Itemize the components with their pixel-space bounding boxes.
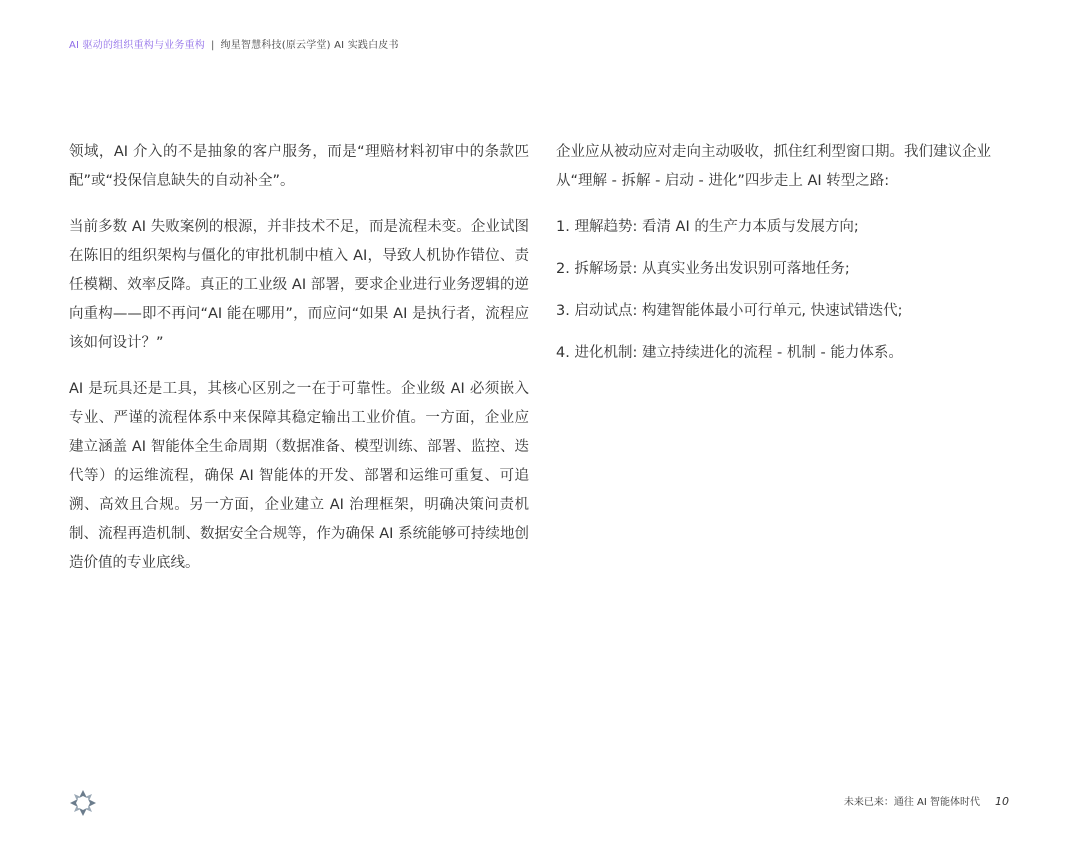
left-paragraph-2: 当前多数 AI 失败案例的根源，并非技术不足，而是流程未变。企业试图在陈旧的组织架构与僵化的审批机制中植入 AI，导致人机协作错位、责任模糊、效率反降。真正的工业级 AI 部署，要求企业进行业务逻辑的逆向重构——即不再问“AI 能在哪用”，而应问“如果 AI 是执行者，流程应该如何设计？” xyxy=(69,219,529,351)
header-section-title: AI 驱动的组织重构与业务重构 xyxy=(69,40,205,51)
left-column xyxy=(69,138,529,595)
step-item-launch: 3. 启动试点: 构建智能体最小可行单元, 快速试错迭代; xyxy=(556,303,903,319)
step-item-evolve: 4. 进化机制: 建立持续进化的流程 - 机制 - 能力体系。 xyxy=(556,345,903,361)
header-document-title: 绚星智慧科技(原云学堂) AI 实践白皮书 xyxy=(220,40,399,51)
running-header xyxy=(69,39,399,53)
right-intro-paragraph: 企业应从被动应对走向主动吸收，抓住红利型窗口期。我们建议企业从“理解 - 拆解 - 启动 - 进化”四步走上 AI 转型之路: xyxy=(556,144,991,189)
left-paragraph-3: AI 是玩具还是工具，其核心区别之一在于可靠性。企业级 AI 必须嵌入专业、严谨的流程体系中来保障其稳定输出工业价值。一方面，企业应建立涵盖 AI 智能体全生命周期（数据准备、模型训练、部署、监控、迭代等）的运维流程，确保 AI 智能体的开发、部署和运维可重复、可追溯、高效且合规。另一方面，企业建立 AI 治理框架，明确决策问责机制、流程再造机制、数据安全合规等，作为确保 AI 系统能够可持续地创造价值的专业底线。 xyxy=(69,381,529,571)
left-paragraph-1: 领域，AI 介入的不是抽象的客户服务，而是“理赔材料初审中的条款匹配”或“投保信息缺失的自动补全”。 xyxy=(69,144,529,189)
header-separator: | xyxy=(210,40,215,51)
page-number: 10 xyxy=(995,795,1009,808)
four-arrow-logo-icon xyxy=(69,789,97,817)
step-item-decompose: 2. 拆解场景: 从真实业务出发识别可落地任务; xyxy=(556,261,850,277)
footer-title: 未来已来：通往 AI 智能体时代 xyxy=(843,797,980,808)
step-item-understand: 1. 理解趋势: 看清 AI 的生产力本质与发展方向; xyxy=(556,219,859,235)
right-column xyxy=(556,138,1016,381)
